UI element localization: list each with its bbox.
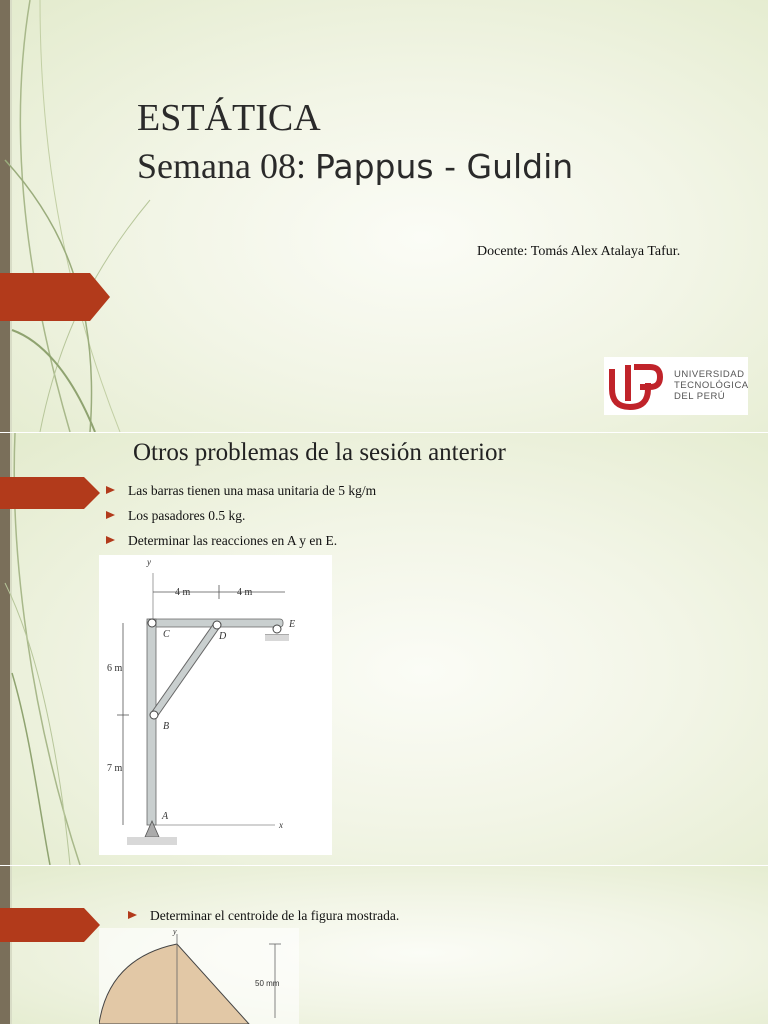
logo-line2: TECNOLÓGICA bbox=[674, 380, 749, 391]
bullet-text: Determinar el centroide de la figura mostrada. bbox=[150, 908, 400, 923]
list-item bbox=[106, 483, 376, 508]
left-edge-stripe bbox=[10, 866, 12, 1024]
bullet-arrow-icon bbox=[106, 486, 115, 494]
slide-title-main: ESTÁTICA bbox=[137, 97, 321, 139]
dim-50mm: 50 mm bbox=[255, 979, 280, 988]
label-A: A bbox=[162, 811, 169, 822]
decorative-swirls bbox=[0, 0, 160, 432]
label-B: B bbox=[163, 721, 170, 732]
logo-line3: DEL PERÚ bbox=[674, 391, 726, 402]
utp-logo-mark bbox=[604, 357, 668, 415]
slide-subtitle bbox=[137, 145, 573, 187]
bullet-list bbox=[106, 483, 376, 558]
frame-figure bbox=[99, 555, 332, 855]
frame-diagram bbox=[99, 555, 332, 855]
label-D: D bbox=[219, 631, 227, 642]
bullet-text: Los pasadores 0.5 kg. bbox=[128, 508, 246, 523]
slide-problems bbox=[0, 433, 768, 865]
bullet-text: Las barras tienen una masa unitaria de 5 kg/m bbox=[128, 483, 377, 498]
utp-logo bbox=[604, 357, 748, 415]
subtitle-week: Semana 08: bbox=[137, 146, 315, 186]
slide-heading: Otros problemas de la sesión anterior bbox=[133, 439, 506, 466]
accent-tab bbox=[0, 477, 100, 509]
teacher-name: Docente: Tomás Alex Atalaya Tafur. bbox=[477, 244, 681, 259]
dim-7m: 7 m bbox=[107, 763, 123, 774]
label-E: E bbox=[289, 619, 296, 630]
list-item bbox=[128, 908, 399, 924]
bullet-arrow-icon bbox=[106, 536, 115, 544]
logo-line1: UNIVERSIDAD bbox=[674, 369, 745, 380]
bullet-text: Determinar las reacciones en A y en E. bbox=[128, 533, 338, 548]
accent-tab bbox=[0, 273, 110, 321]
label-y: y bbox=[173, 928, 177, 936]
bullet-arrow-icon bbox=[106, 511, 115, 519]
label-C: C bbox=[163, 629, 170, 640]
label-y: y bbox=[147, 557, 151, 567]
subtitle-topic: Pappus - Guldin bbox=[314, 147, 574, 186]
slide-title bbox=[0, 0, 768, 432]
bullet-arrow-icon bbox=[128, 911, 137, 919]
centroid-figure bbox=[99, 928, 299, 1024]
dim-4m-left: 4 m bbox=[175, 587, 191, 598]
left-edge-bar bbox=[0, 866, 10, 1024]
slide-centroid bbox=[0, 866, 768, 1024]
dim-6m: 6 m bbox=[107, 663, 123, 674]
accent-tab bbox=[0, 908, 100, 942]
dim-4m-right: 4 m bbox=[237, 587, 253, 598]
list-item bbox=[106, 508, 376, 533]
label-x: x bbox=[279, 820, 283, 830]
